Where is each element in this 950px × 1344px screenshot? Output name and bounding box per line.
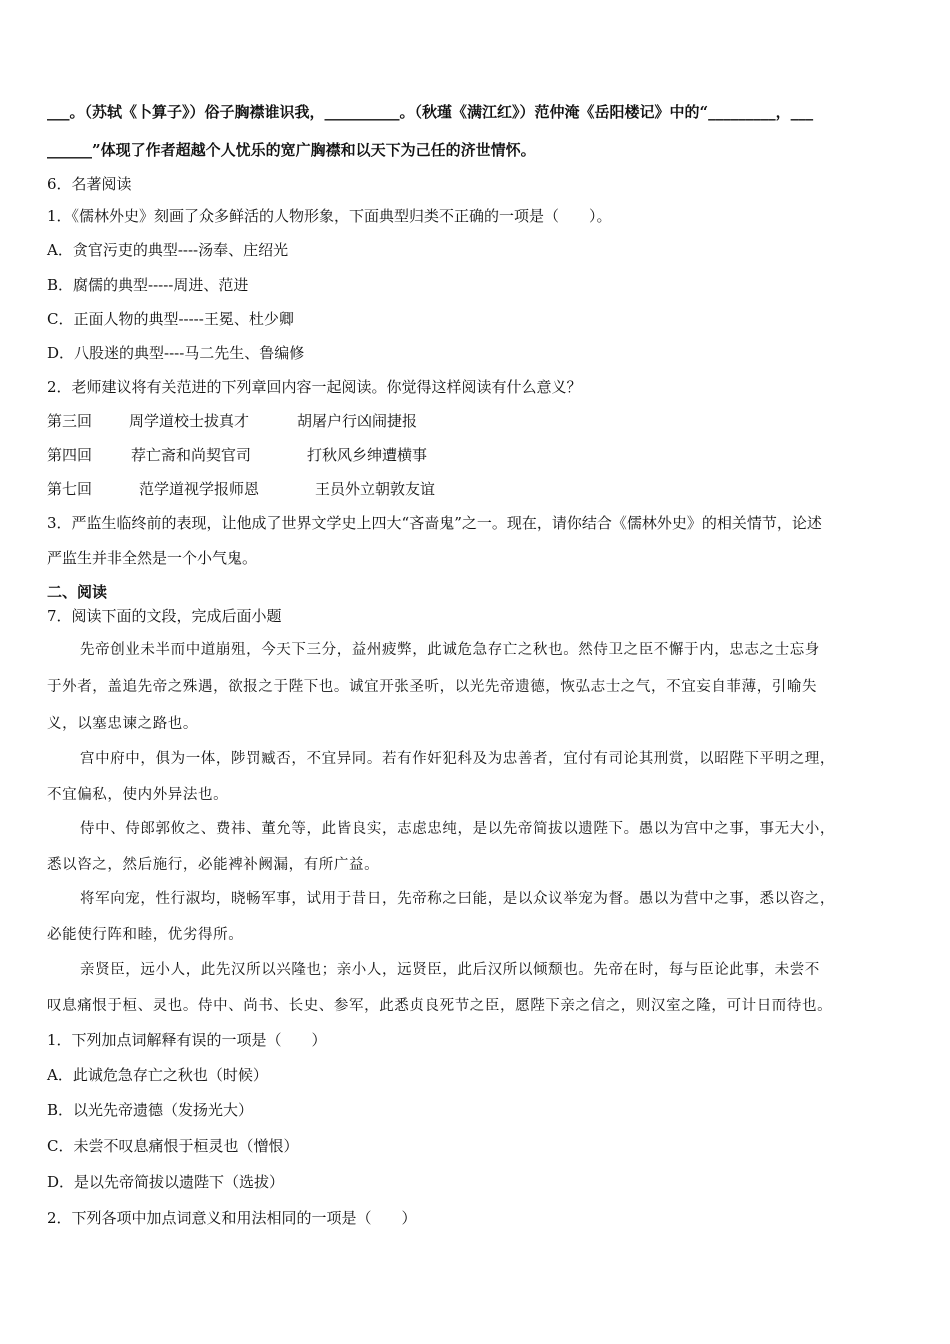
chapter-title-b: 王员外立朝敦友谊 [315,480,436,498]
passage-line: 必能使行阵和睦，优劣得所。 [47,927,244,943]
q7-1-option-b: B．以光先帝遗德（发扬光大） [47,1101,254,1119]
q5-fill-line-2: ______”体现了作者超越个人忧乐的宽广胸襟和以天下为己任的济世情怀。 [47,141,536,159]
passage-line: 宫中府中，俱为一体，陟罚臧否，不宜异同。若有作奸犯科及为忠善者，宜付有司论其刑赏，以昭陛下平明之理， [80,751,835,767]
passage-line: 于外者，盖追先帝之殊遇，欲报之于陛下也。诚宜开张圣听，以光先帝遗德，恢弘志士之气，不宜妄自菲薄，引喻失 [47,679,818,695]
chapter-row [47,445,427,465]
passage-line: 不宜偏私，使内外异法也。 [47,787,229,803]
q6-3-line-1: 3．严监生临终前的表现，让他成了世界文学史上四大“吝啬鬼”之一。现在，请你结合《儒林外史》的相关情节，论述 [47,514,822,532]
section-heading-reading: 二、阅读 [47,583,108,601]
q6-2-stem: 2．老师建议将有关范进的下列章回内容一起阅读。你觉得这样阅读有什么意义？ [47,378,582,396]
passage-line: 侍中、侍郎郭攸之、费祎、董允等，此皆良实，志虑忠纯，是以先帝简拔以遗陛下。愚以为宫中之事，事无大小， [80,821,835,837]
chapter-title-a: 荐亡斋和尚契官司 [131,446,252,464]
chapter-title-a: 周学道校士拔真才 [129,412,250,430]
chapter-title-b: 打秋风乡绅遭横事 [307,446,428,464]
q6-1-option-d: D．八股迷的典型----马二先生、鲁编修 [47,344,305,362]
chapter-row [47,479,435,499]
passage-line: 悉以咨之，然后施行，必能裨补阙漏，有所广益。 [47,857,380,873]
q7-1-stem: 1．下列加点词解释有误的一项是（ ） [47,1031,327,1049]
passage-line: 亲贤臣，远小人，此先汉所以兴隆也；亲小人，远贤臣，此后汉所以倾颓也。先帝在时，每与臣论此事，未尝不 [80,962,820,978]
chapter-title-b: 胡屠户行凶闹捷报 [297,412,418,430]
chapter-number: 第三回 [47,412,93,430]
q6-1-stem: 1．《儒林外史》刻画了众多鲜活的人物形象，下面典型归类不正确的一项是（ ）。 [47,207,612,225]
passage-line: 将军向宠，性行淑均，晓畅军事，试用于昔日，先帝称之曰能，是以众议举宠为督。愚以为营中之事，悉以咨之， [80,891,835,907]
chapter-number: 第七回 [47,480,93,498]
chapter-title-a: 范学道视学报师恩 [139,480,260,498]
q7-2-stem: 2．下列各项中加点词意义和用法相同的一项是（ ） [47,1209,417,1227]
passage-line: 义，以塞忠谏之路也。 [47,716,198,732]
q7-1-option-c: C．未尝不叹息痛恨于桓灵也（憎恨） [47,1137,299,1155]
q6-1-option-c: C．正面人物的典型-----王冕、杜少卿 [47,310,294,328]
chapter-number: 第四回 [47,446,93,464]
q5-fill-line-1: ___。（苏轼《卜算子》）俗子胸襟谁识我，__________。（秋瑾《满江红》）范仲淹《岳阳楼记》中的“_________，___ [47,103,814,121]
passage-line: 叹息痛恨于桓、灵也。侍中、尚书、长史、参军，此悉贞良死节之臣，愿陛下亲之信之，则汉室之隆，可计日而待也。 [47,998,833,1014]
q7-stem: 7．阅读下面的文段，完成后面小题 [47,607,282,625]
passage-line: 先帝创业未半而中道崩殂，今天下三分，益州疲弊，此诚危急存亡之秋也。然侍卫之臣不懈于内，忠志之士忘身 [80,642,820,658]
q6-1-option-b: B．腐儒的典型-----周进、范进 [47,276,249,294]
q7-1-option-d: D．是以先帝简拔以遗陛下（选拔） [47,1173,285,1191]
chapter-row [47,411,417,431]
q7-1-option-a: A．此诚危急存亡之秋也（时候） [47,1066,268,1084]
q6-3-line-2: 严监生并非全然是一个小气鬼。 [47,549,258,567]
q6-1-option-a: A．贪官污吏的典型----汤奉、庄绍光 [47,241,289,259]
q6-heading: 6．名著阅读 [47,175,132,193]
